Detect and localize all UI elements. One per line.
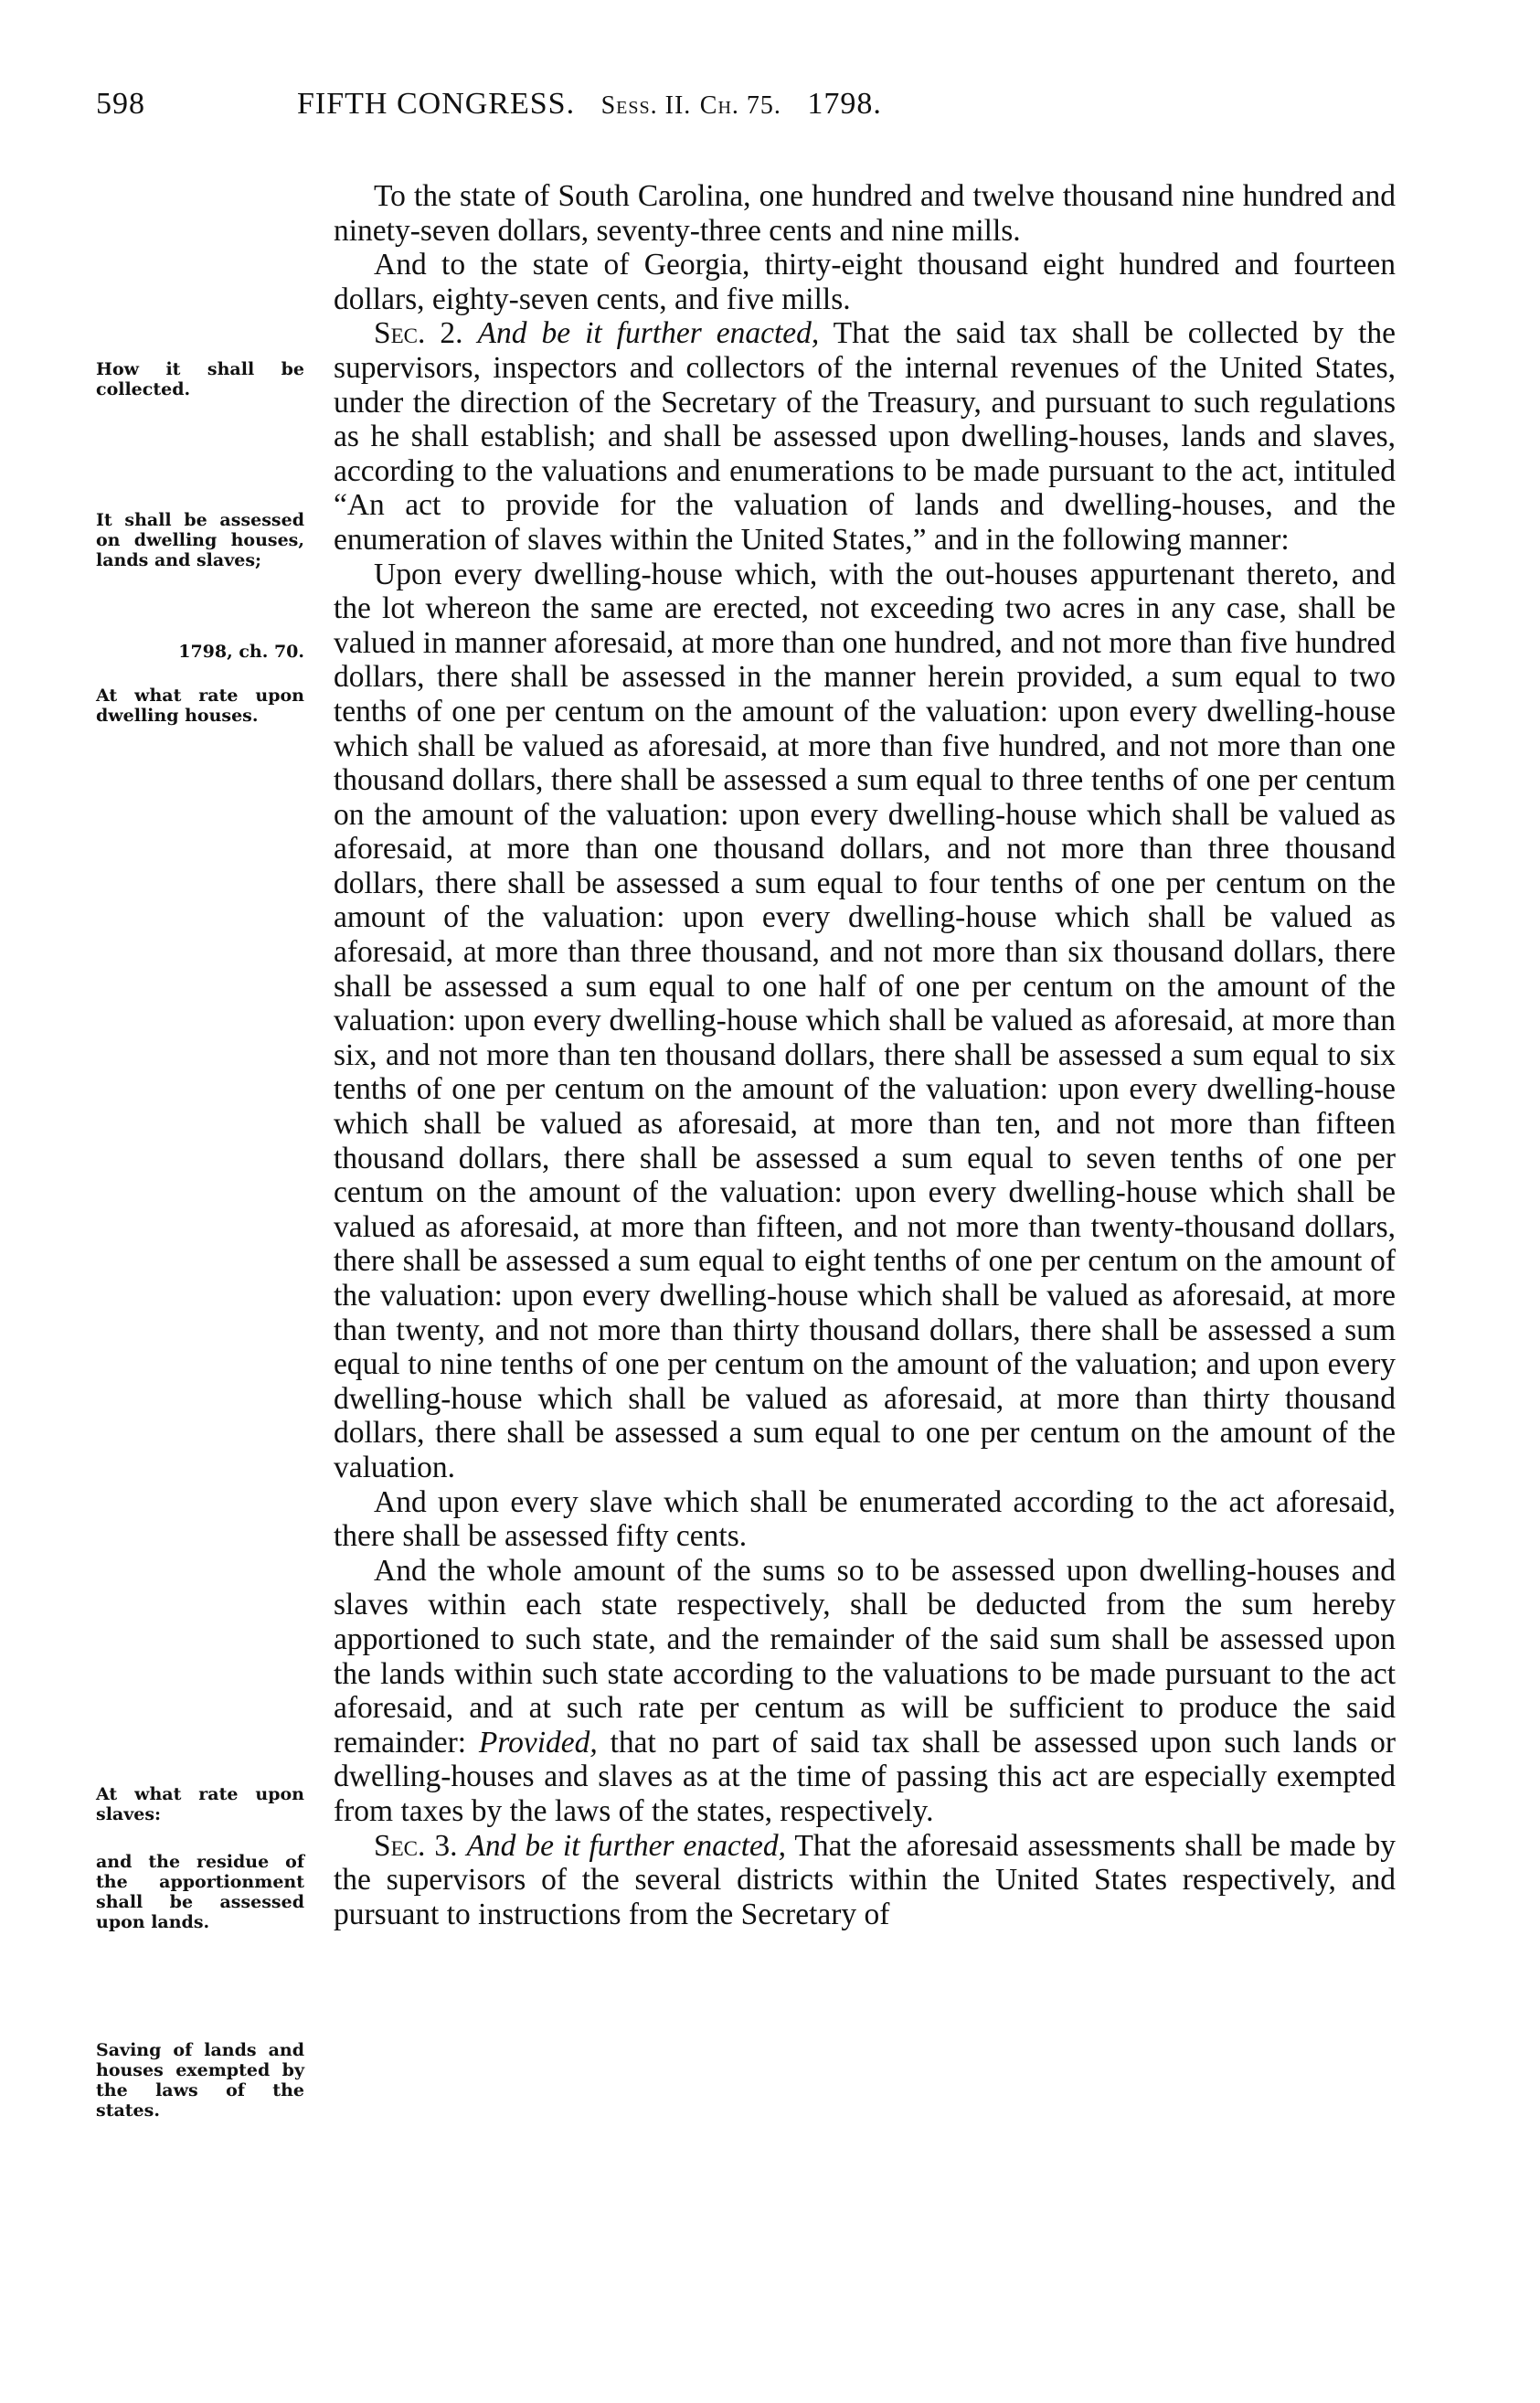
paragraph-residue xyxy=(334,1554,1396,1829)
section-2 xyxy=(334,316,1396,557)
running-header xyxy=(96,87,1394,133)
paragraph-georgia: And to the state of Georgia, thirty-eight thousand eight hundred and fourteen dollars, eighty-seven cents, and five mills. xyxy=(334,248,1396,316)
session-label: Sess. II. xyxy=(600,91,692,120)
enacting-clause: And be it further enacted, xyxy=(466,1828,787,1863)
page-number: 598 xyxy=(96,87,145,121)
running-title xyxy=(297,87,882,122)
section-3 xyxy=(334,1829,1396,1932)
margin-note-saving: Saving of lands and houses exempted by the laws of the states. xyxy=(96,2040,304,2121)
proviso-label: Provided, xyxy=(478,1725,598,1760)
margin-note-how-collected: How it shall be collected. xyxy=(96,359,304,399)
enacting-clause: And be it further enacted, xyxy=(477,316,820,351)
paragraph-slave-rate: And upon every slave which shall be enumerated according to the act aforesaid, there shall be assessed fifty cents. xyxy=(334,1484,1396,1554)
congress-label: FIFTH CONGRESS. xyxy=(297,87,576,121)
year-label: 1798. xyxy=(807,87,882,121)
margin-note-residue: and the residue of the apportionment shall be assessed upon lands. xyxy=(96,1852,304,1932)
chapter-label: Ch. 75. xyxy=(699,91,781,120)
paragraph-south-carolina: To the state of South Carolina, one hundred and twelve thousand nine hundred and ninety-seven dollars, seventy-three cents and nine mills. xyxy=(334,179,1396,248)
residue-text: And the whole amount of the sums so to be assessed upon dwelling-houses and slaves within each state respectively, shall be deducted from the sum hereby apportioned to such state, and the remainder of the said sum shall be assessed upon the lands within such state according to the valuations to be made pursuant to the act aforesaid, and at such rate per centum as will be sufficient to produce the said remainder: xyxy=(334,1553,1396,1760)
margin-note-rate-houses: At what rate upon dwelling houses. xyxy=(96,686,304,726)
body-text xyxy=(334,179,1396,1931)
proviso-text: that no part of said tax shall be assessed upon such lands or dwelling-houses and slaves as at the time of passing this act are especially exempted from taxes by the laws of the states, respectively. xyxy=(334,1725,1396,1828)
margin-note-citation: 1798, ch. 70. xyxy=(178,642,304,662)
margin-note-assessed-on: It shall be assessed on dwelling houses, lands and slaves; xyxy=(96,510,304,570)
section-3-text: That the aforesaid assessments shall be made by the supervisors of the several districts within the United States respectively, and pursuant to instructions from the Secretary of xyxy=(334,1828,1396,1931)
paragraph-dwelling-house-rates: Upon every dwelling-house which, with the out-houses appurtenant thereto, and the lot whereon the same are erected, not exceeding two acres in any case, shall be valued in manner aforesaid, at more than one hundred, and not more than five hundred dollars, there shall be assessed in the manner herein provided, a sum equal to two tenths of one per centum on the amount of the valuation: upon every dwelling-house which shall be valued as aforesaid, at more than five hundred, and not more than one thousand dollars, there shall be assessed a sum equal to three tenths of one per centum on the amount of the valuation: upon every dwelling-house which shall be valued as aforesaid, at more than one thousand dollars, and not more than three thousand dollars, there shall be assessed a sum equal to four tenths of one per centum on the amount of the valuation: upon every dwelling-house which shall be valued as aforesaid, at more than three thousand, and not more than six thousand dollars, there shall be assessed a sum equal to one half of one per centum on the amount of the valuation: upon every dwelling-house which shall be valued as aforesaid, at more than six, and not more than ten thousand dollars, there shall be assessed a sum equal to six tenths of one per centum on the amount of the valuation: upon every dwelling-house which shall be valued as aforesaid, at more than ten, and not more than fifteen thousand dollars, there shall be assessed a sum equal to seven tenths of one per centum on the amount of the valuation: upon every dwelling-house which shall be valued as aforesaid, at more than fifteen, and not more than twenty-thousand dollars, there shall be assessed a sum equal to eight tenths of one per centum on the amount of the valuation: upon every dwelling-house which shall be valued as aforesaid, at more than twenty, and not more than thirty thousand dollars, there shall be assessed a sum equal to nine tenths of one per centum on the amount of the valuation; and upon every dwelling-house which shall be valued as aforesaid, at more than thirty thousand dollars, there shall be assessed a sum equal to one per centum on the amount of the valuation. xyxy=(334,557,1396,1484)
section-2-text: That the said tax shall be collected by the supervisors, inspectors and collectors of the internal revenues of the United States, under the direction of the Secretary of the Treasury, and pursuant to such regulations as he shall establish; and shall be assessed upon dwelling-houses, lands and slaves, according to the valuations and enumerations to be made pursuant to the act, intituled “An act to provide for the valuation of lands and dwelling-houses, and the enumeration of slaves within the United States,” and in the following manner: xyxy=(334,316,1397,557)
section-3-label: Sec. 3. xyxy=(374,1828,458,1863)
margin-note-rate-slaves: At what rate upon slaves: xyxy=(96,1784,304,1824)
section-2-label: Sec. 2. xyxy=(374,316,463,351)
